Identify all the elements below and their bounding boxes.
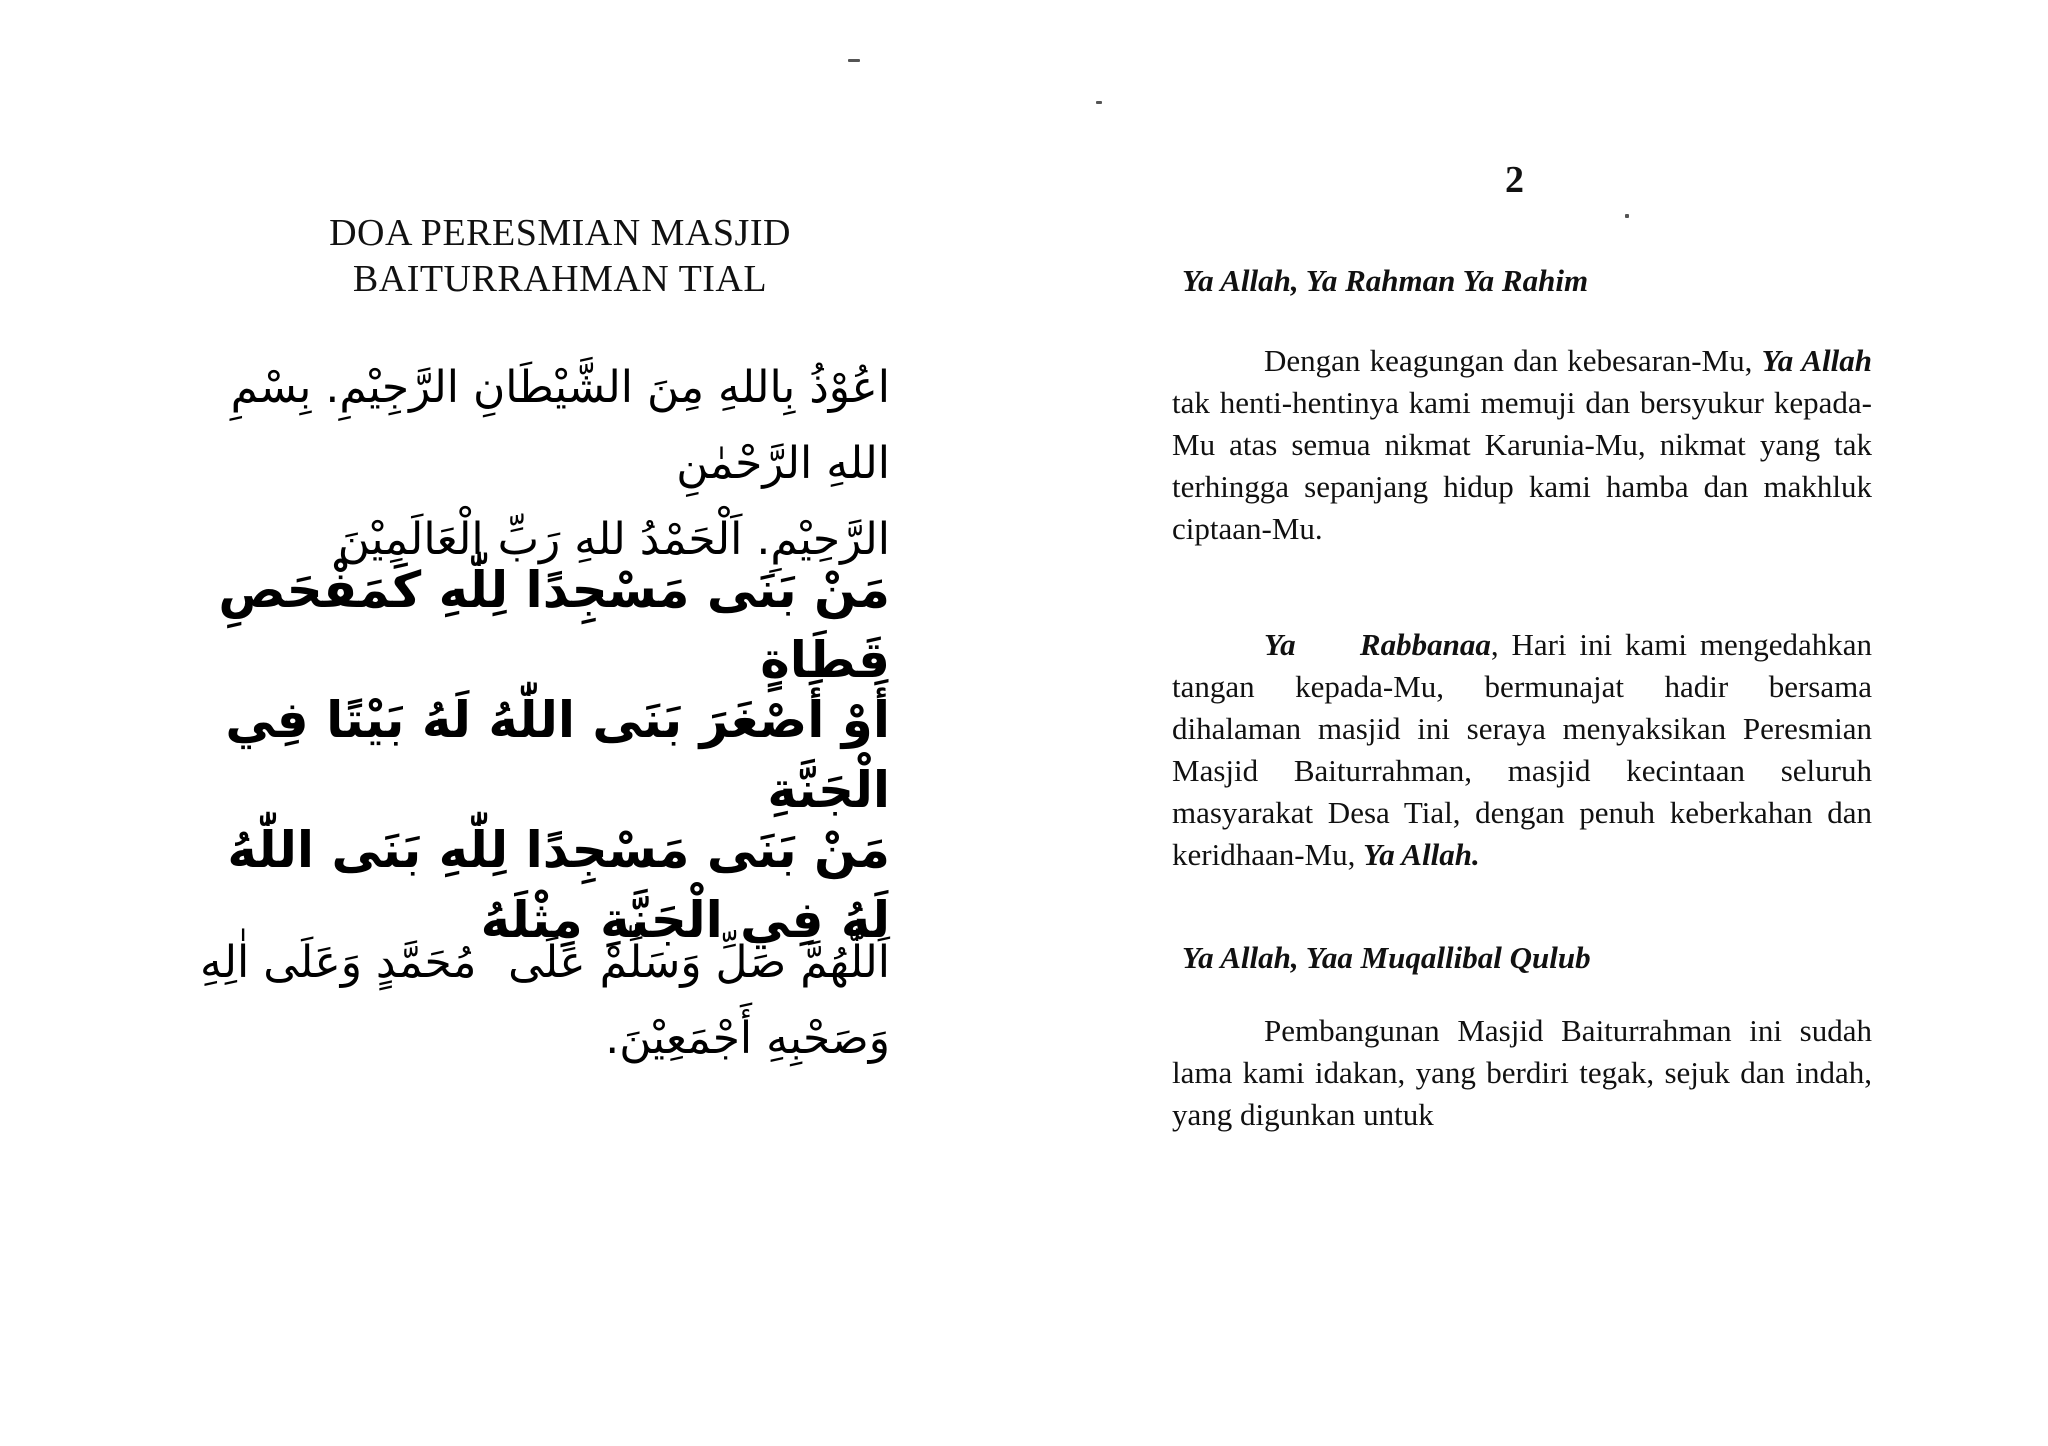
left-page xyxy=(180,200,900,302)
arabic-verse-3: مَنْ بَنَى مَسْجِدًا لِلّٰهِ بَنَى اللّٰهُ لَهُ فِي الْجَنَّةِ مِثْلَهُ xyxy=(227,821,890,949)
salawat-part-a: اَللّٰهُمَّ صَلِّ وَسَلِّمْ عَلَى xyxy=(508,937,890,988)
salawat-line-1 xyxy=(200,925,890,1001)
arabic-salawat xyxy=(200,925,890,1077)
paragraph-2 xyxy=(1172,624,1872,876)
arabic-opening-prayer xyxy=(200,350,890,578)
paragraph-2-bold-2: Rabbanaa xyxy=(1359,627,1491,662)
paragraph-2-rest: , Hari ini kami mengedahkan tangan kepada-Mu, bermunajat hadir bersama dihalaman masjid ini seraya menyaksikan Peresmian Masjid Baiturrahman, masjid kecintaan seluruh masyarakat Desa Tial, dengan penuh keberkahan dan keridhaan-Mu, xyxy=(1172,627,1872,872)
arabic-verse-2: أَوْ أَصْغَرَ بَنَى اللّٰهُ لَهُ بَيْتًا فِي الْجَنَّةِ xyxy=(225,691,890,819)
paragraph-2-bold-1: Ya xyxy=(1264,627,1296,662)
paragraph-1-start: Dengan keagungan dan kebesaran-Mu, xyxy=(1264,343,1753,378)
title-line-2: BAITURRAHMAN TIAL xyxy=(352,258,768,300)
paragraph-2-end-bold: Ya Allah. xyxy=(1363,837,1480,872)
paragraph-3-text: Pembangunan Masjid Baiturrahman ini sudah lama kami idakan, yang berdiri tegak, sejuk dan indah, yang digunkan untuk xyxy=(1172,1013,1872,1132)
heading-muqallibal-qulub: Ya Allah, Yaa Muqallibal Qulub xyxy=(1182,940,1591,975)
arabic-verse-1: مَنْ بَنَى مَسْجِدًا لِلّٰهِ كَمَفْحَصِ قَطَاةٍ xyxy=(218,561,890,689)
paragraph-1-bold: Ya Allah xyxy=(1761,343,1872,378)
document-title xyxy=(180,210,900,302)
scan-speck xyxy=(848,59,860,62)
arabic-opening-line-2: الرَّحِيْمِ. اَلْحَمْدُ للهِ رَبِّ الْعَالَمِيْنَ xyxy=(337,514,890,565)
salawat-line-2: وَصَحْبِهِ أَجْمَعِيْنَ. xyxy=(605,1013,890,1064)
title-line-1: DOA PERESMIAN MASJID xyxy=(329,212,791,254)
scan-speck xyxy=(1625,214,1629,218)
arabic-opening-line-1: اعُوْذُ بِاللهِ مِنَ الشَّيْطَانِ الرَّجِيْمِ. بِسْمِ اللهِ الرَّحْمٰنِ xyxy=(230,362,890,489)
paragraph-1-rest: tak henti-hentinya kami memuji dan bersyukur kepada-Mu atas semua nikmat Karunia-Mu, nikmat yang tak terhingga sepanjang hidup kami hamba dan makhluk ciptaan-Mu. xyxy=(1172,385,1872,546)
heading-ya-allah-ya-rahman: Ya Allah, Ya Rahman Ya Rahim xyxy=(1182,263,1589,298)
page-number: 2 xyxy=(1505,159,1524,201)
scan-speck xyxy=(1096,101,1102,104)
salawat-part-b: مُحَمَّدٍ وَعَلَى اٰلِهِ xyxy=(200,937,477,988)
paragraph-3 xyxy=(1172,1010,1872,1136)
paragraph-1 xyxy=(1172,340,1872,550)
